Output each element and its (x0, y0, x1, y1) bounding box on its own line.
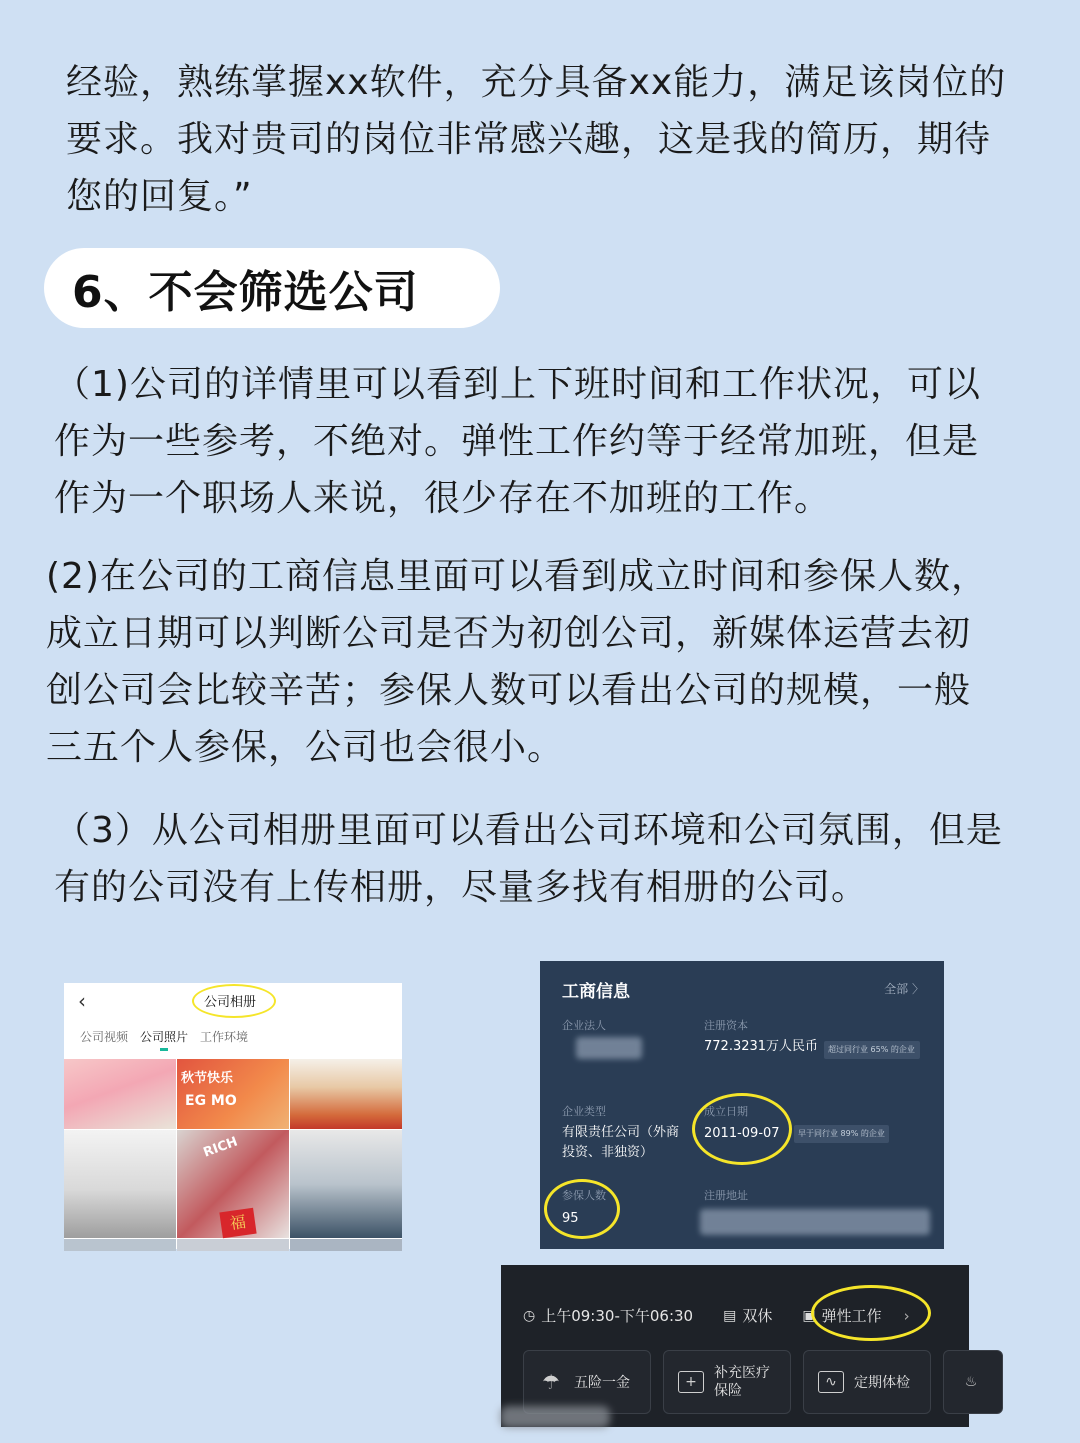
highlight-ring (811, 1285, 931, 1341)
insured-count-label: 参保人数 (562, 1189, 606, 1202)
company-album-screenshot (64, 983, 402, 1249)
paragraph-2: (2)在公司的工商信息里面可以看到成立时间和参保人数，成立日期可以判断公司是否为初创公司，新媒体运营去初创公司会比较辛苦；参保人数可以看出公司的规模，一般三五个人参保，公司也会很小。 (46, 556, 988, 768)
photo-text: 秋节快乐 (181, 1071, 234, 1086)
flex-work: 弹性工作 (821, 1307, 882, 1325)
photo-tile[interactable] (290, 1059, 402, 1129)
benefit-card-label: 定期体检 (854, 1375, 910, 1391)
capital-tag: 超过同行业 65% 的企业 (824, 1041, 920, 1059)
capital-value: 772.3231万人民币 (704, 1039, 819, 1054)
photo-tile[interactable] (177, 1239, 289, 1251)
photo-tile[interactable] (64, 1239, 176, 1251)
weekend-info: 双休 (742, 1307, 773, 1325)
photo-tile[interactable] (290, 1130, 402, 1238)
highlight-ring (692, 1093, 792, 1165)
photo-grid (64, 1059, 402, 1249)
photo-tile[interactable] (177, 1059, 289, 1129)
benefit-card[interactable] (663, 1350, 791, 1414)
photo-tile[interactable] (177, 1130, 289, 1238)
photo-text: 福 (219, 1208, 256, 1238)
photo-tile[interactable] (64, 1059, 176, 1129)
benefit-card-label: 五险一金 (574, 1375, 630, 1391)
medical-kit-icon: + (678, 1371, 704, 1393)
clock-icon: ◷ (523, 1307, 536, 1324)
tab-work-environment[interactable]: 工作环境 (200, 1029, 249, 1044)
paragraph-3: （3）从公司相册里面可以看出公司环境和公司氛围，但是有的公司没有上传相册，尽量多找有相册的公司。 (54, 810, 1003, 908)
benefits-screenshot (501, 1265, 978, 1427)
benefit-card[interactable] (803, 1350, 931, 1414)
photo-text: RICH (201, 1134, 240, 1161)
chevron-right-icon[interactable]: › (903, 1306, 910, 1325)
cup-icon: ♨ (964, 1374, 978, 1390)
legal-person-label: 企业法人 (562, 1019, 606, 1032)
blurred-value (700, 1209, 930, 1235)
watermark (500, 1406, 610, 1428)
address-label: 注册地址 (704, 1189, 748, 1202)
tab-company-photos[interactable]: 公司照片 (140, 1029, 189, 1044)
umbrella-icon: ☂ (542, 1370, 560, 1394)
section-heading-text: 6、不会筛选公司 (72, 267, 419, 318)
paragraph-1: （1)公司的详情里可以看到上下班时间和工作状况，可以作为一些参考，不绝对。弹性工作约等于经常加班，但是作为一个职场人来说，很少存在不加班的工作。 (54, 364, 981, 519)
benefit-card[interactable] (523, 1350, 651, 1414)
founded-date-value: 2011-09-07 (704, 1126, 780, 1141)
business-info-screenshot (540, 961, 944, 1249)
back-icon[interactable]: ‹ (78, 989, 86, 1013)
insured-count-value: 95 (562, 1211, 579, 1226)
blurred-value (576, 1037, 642, 1059)
photo-tile[interactable] (64, 1130, 176, 1238)
section-heading (44, 248, 500, 328)
company-type-value: 有限责任公司（外商投资、非独资） (562, 1125, 680, 1160)
intro-paragraph: 经验，熟练掌握xx软件，充分具备xx能力，满足该岗位的要求。我对贵司的岗位非常感兴趣，这是我的简历，期待您的回复。” (66, 62, 1007, 217)
founded-date-label: 成立日期 (704, 1105, 748, 1118)
work-hours: 上午09:30-下午06:30 (541, 1307, 694, 1325)
highlight-ring (544, 1179, 620, 1239)
photo-tile[interactable] (290, 1239, 402, 1251)
briefcase-icon: ▣ (802, 1307, 816, 1324)
company-type-label: 企业类型 (562, 1105, 606, 1118)
tab-company-video[interactable]: 公司视频 (80, 1029, 129, 1044)
photo-text: EG MO (185, 1093, 237, 1109)
monitor-icon: ∿ (818, 1371, 844, 1393)
benefit-card[interactable] (943, 1350, 1003, 1414)
business-info-title: 工商信息 (562, 982, 630, 1002)
benefit-card-label: 补充医疗保险 (714, 1365, 770, 1399)
highlight-ring (192, 984, 276, 1018)
album-title: 公司相册 (204, 995, 257, 1010)
view-all-link[interactable]: 全部 〉 (884, 982, 924, 996)
capital-label: 注册资本 (704, 1019, 748, 1032)
album-tabs (64, 1021, 402, 1051)
calendar-icon: ▤ (723, 1307, 737, 1324)
founded-date-tag: 早于同行业 89% 的企业 (794, 1125, 889, 1143)
